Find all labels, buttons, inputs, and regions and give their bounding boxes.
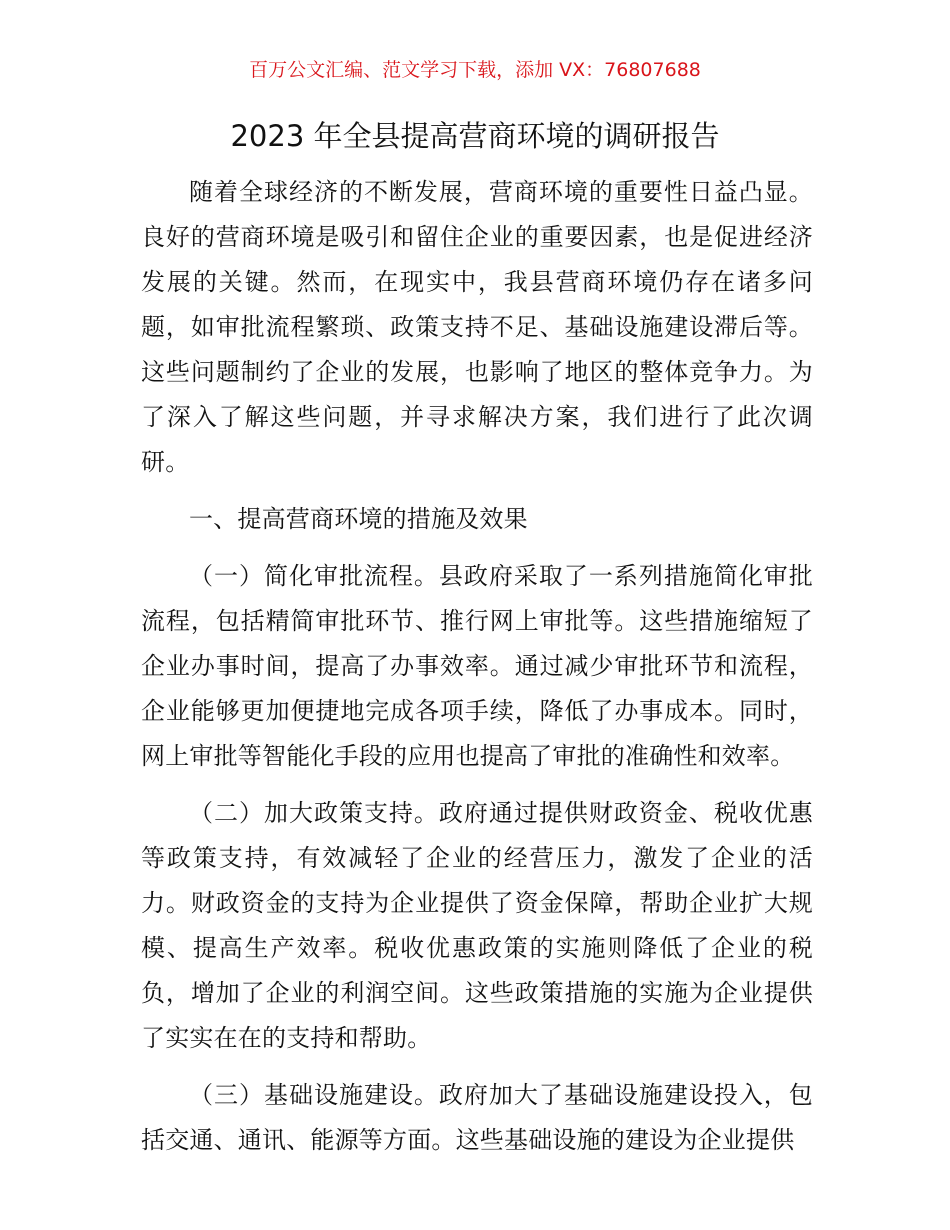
paragraph-policy-support: （二）加大政策支持。政府通过提供财政资金、税收优惠等政策支持，有效减轻了企业的经营压力，激发了企业的活力。财政资金的支持为企业提供了资金保障，帮助企业扩大规模、提高生产效率。税收优惠政策的实施则降低了企业的税负，增加了企业的利润空间。这些政策措施的实施为企业提供了实实在在的支持和帮助。: [141, 799, 813, 1052]
paragraph-simplify-approval: （一）简化审批流程。县政府采取了一系列措施简化审批流程，包括精简审批环节、推行网上审批等。这些措施缩短了企业办事时间，提高了办事效率。通过减少审批环节和流程，企业能够更加便捷地完成各项手续，降低了办事成本。同时，网上审批等智能化手段的应用也提高了审批的准确性和效率。: [141, 562, 813, 770]
document-title: 2023 年全县提高营商环境的调研报告: [230, 119, 720, 153]
section-heading-1: 一、提高营商环境的措施及效果: [189, 505, 528, 533]
document-body: [141, 170, 813, 1175]
header-watermark-note: 百万公文汇编、范文学习下载，添加 VX：76807688: [249, 59, 701, 81]
paragraph-infrastructure: （三）基础设施建设。政府加大了基础设施建设投入，包括交通、通讯、能源等方面。这些基础设施的建设为企业提供: [141, 1081, 813, 1154]
paragraph-intro: 随着全球经济的不断发展，营商环境的重要性日益凸显。良好的营商环境是吸引和留住企业的重要因素，也是促进经济发展的关键。然而，在现实中，我县营商环境仍存在诸多问题，如审批流程繁琐、政策支持不足、基础设施建设滞后等。这些问题制约了企业的发展，也影响了地区的整体竞争力。为了深入了解这些问题，并寻求解决方案，我们进行了此次调研。: [141, 178, 813, 476]
